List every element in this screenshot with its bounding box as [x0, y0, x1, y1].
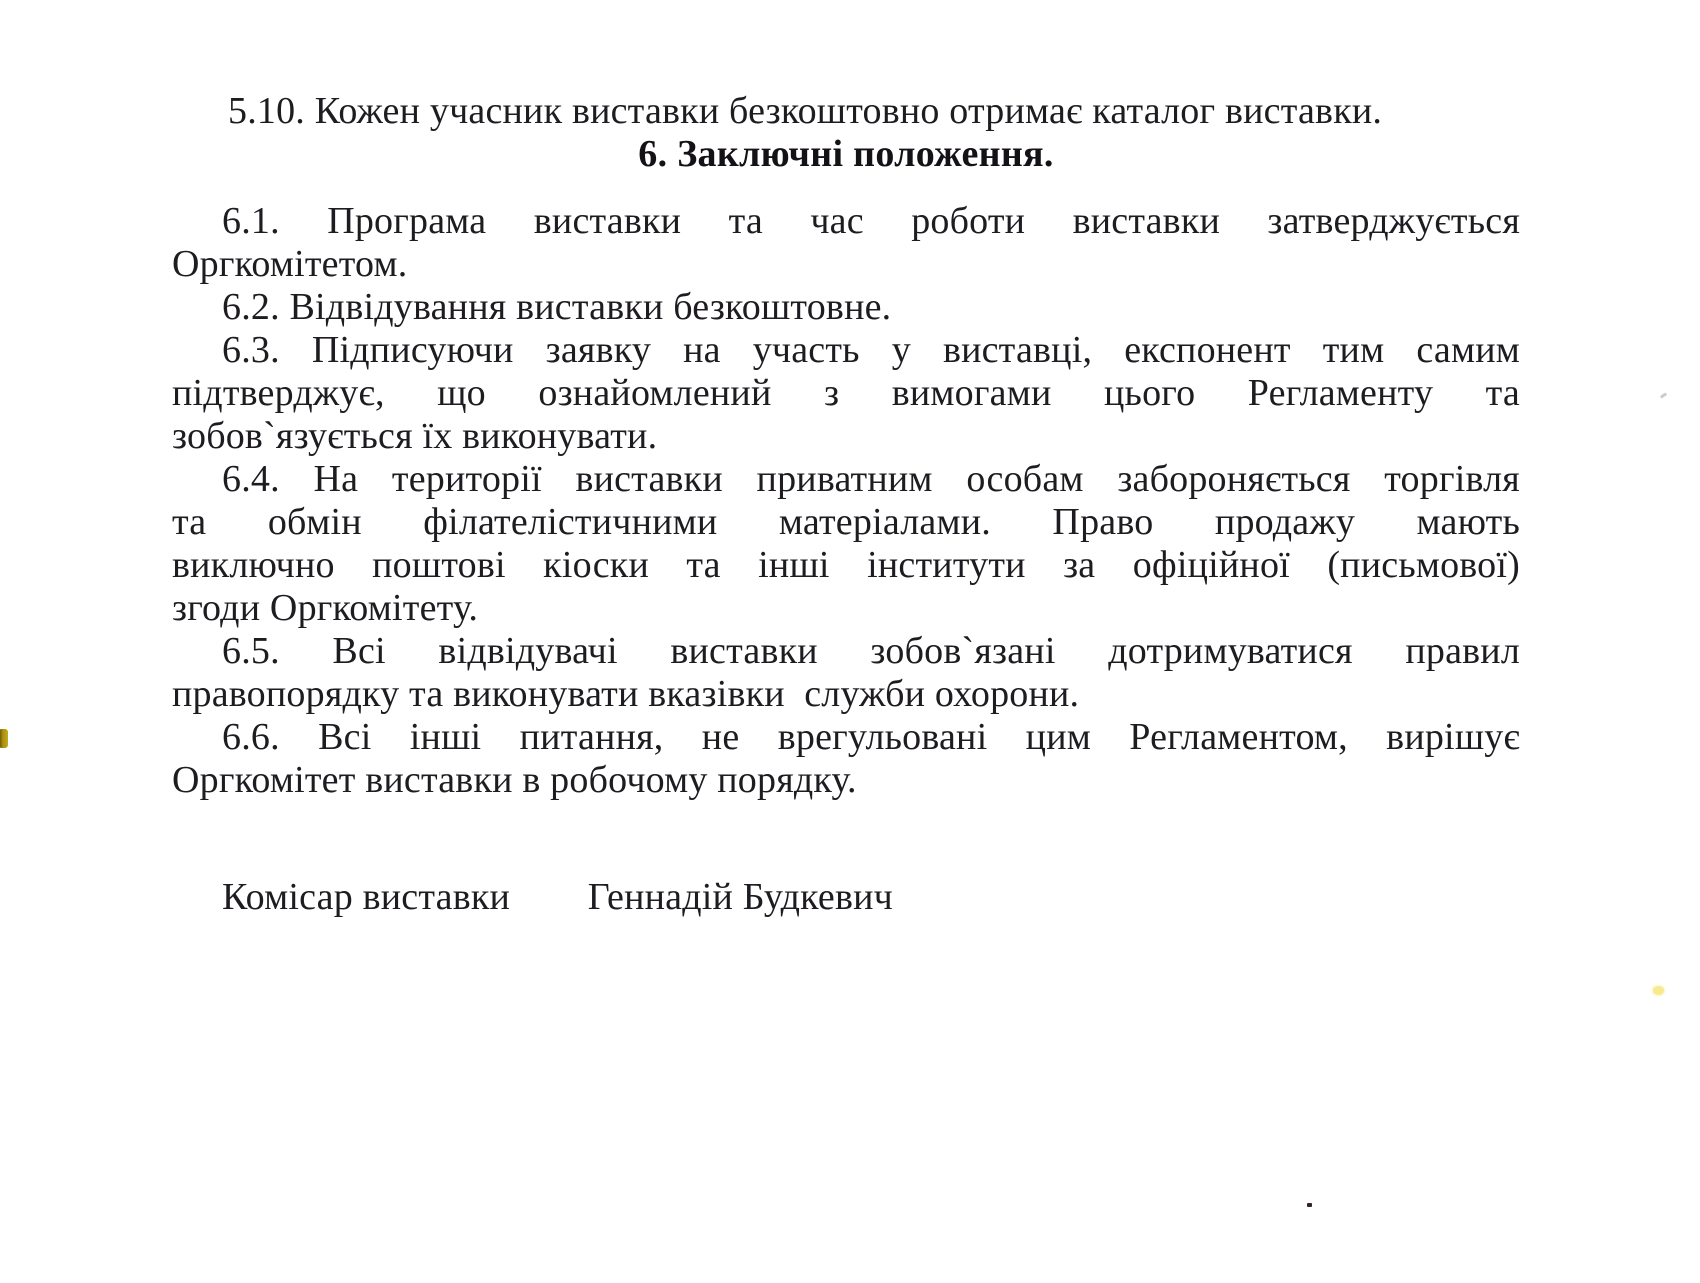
scan-artifact-left-edge-yellow-mark: [0, 729, 8, 748]
signature-role: Комісар виставки: [222, 876, 511, 918]
paragraph-6-1: [172, 200, 1520, 286]
text-line: 6.3. Підписуючи заявку на участь у виставці, експонент тим самим: [222, 329, 1520, 371]
paragraph-6-6: [172, 716, 1520, 802]
text-line: Оргкомітет виставки в робочому порядку.: [172, 759, 857, 801]
scan-artifact-yellow-dot: [1653, 986, 1664, 995]
text-line: правопорядку та виконувати вказівки служби охорони.: [172, 673, 1080, 715]
text-line: підтверджує, що ознайомлений з вимогами цього Регламенту та: [172, 372, 1520, 414]
text-line: 6.5. Всі відвідувачі виставки зобов`язані дотримуватися правил: [222, 630, 1520, 672]
paragraph-spacer: [172, 176, 1520, 200]
text-line: 6.4. На території виставки приватним особам забороняється торгівля: [222, 458, 1520, 500]
clause-5-10-line: 5.10. Кожен учасник виставки безкоштовно отримає каталог виставки.: [228, 90, 1383, 132]
scan-artifact-faint-dash: [1660, 392, 1667, 398]
paragraph-6-4: [172, 458, 1520, 630]
signature-line: [172, 876, 1570, 919]
paragraph-6-3: [172, 329, 1520, 458]
text-line: 6.1. Програма виставки та час роботи виставки затверджується: [222, 200, 1520, 242]
text-line: 6.2. Відвідування виставки безкоштовне.: [222, 286, 892, 328]
paragraph-6-5: [172, 630, 1520, 716]
text-line: та обмін філателістичними матеріалами. Право продажу мають: [172, 501, 1520, 543]
text-line: 6.6. Всі інші питання, не врегульовані цим Регламентом, вирішує: [222, 716, 1520, 758]
text-line: Оргкомітетом.: [172, 243, 408, 285]
scan-artifact-dark-speck: [1307, 1203, 1312, 1207]
text-line: зобов`язується їх виконувати.: [172, 415, 658, 457]
paragraph-6-2: [172, 286, 1520, 329]
signature-name: Геннадій Будкевич: [587, 876, 893, 918]
section-6-heading: 6. Заключні положення.: [638, 133, 1054, 175]
document-text-block: [172, 90, 1520, 919]
text-line: згоди Оргкомітету.: [172, 587, 479, 629]
text-line: виключно поштові кіоски та інші інститути за офіційної (письмової): [172, 544, 1520, 586]
